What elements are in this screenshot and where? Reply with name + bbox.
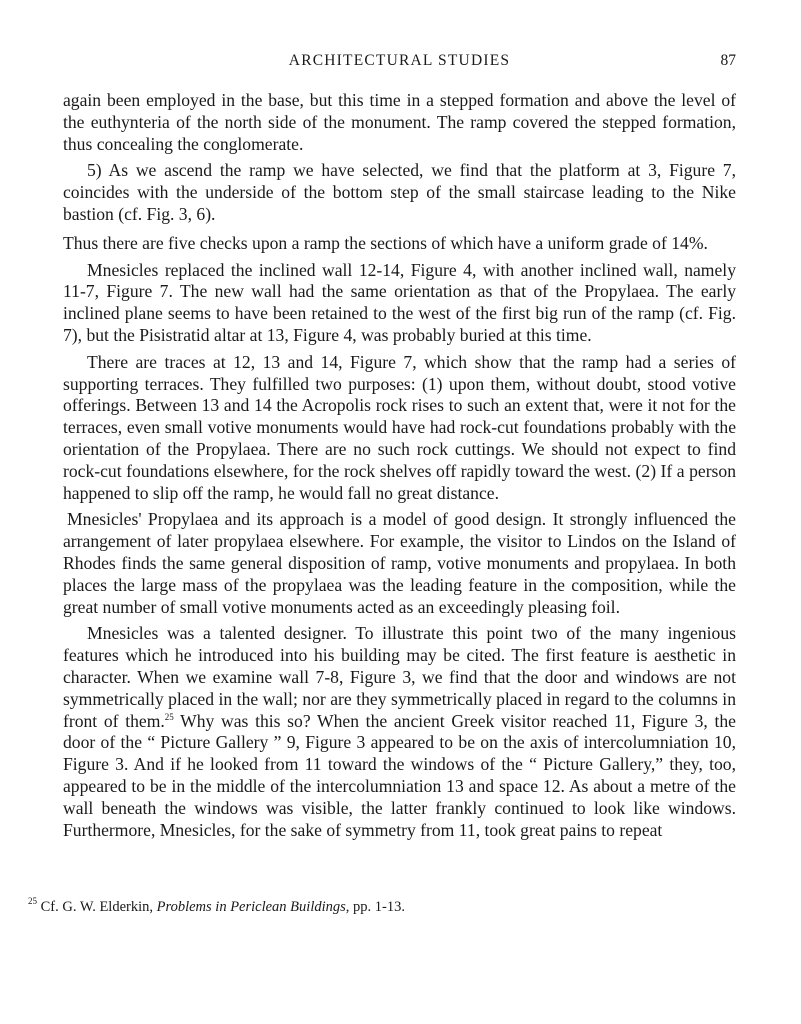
paragraph-continuation: again been employed in the base, but this time in a stepped formation and above the level of the euthynteria of the north side of the monument. The ramp covered the stepped formation, thus concealing the conglomerate. [63, 90, 736, 154]
paragraph-point-5: 5) As we ascend the ramp we have selected, we find that the platform at 3, Figure 7, coincides with the underside of the bottom step of the small staircase leading to the Nike bastion (cf. Fig. 3, 6). [63, 160, 736, 224]
page [63, 52, 736, 841]
footnote-suffix: , pp. 1-13. [345, 899, 405, 915]
body-text [63, 90, 736, 841]
footnote [28, 896, 405, 916]
paragraph-five-checks: Thus there are five checks upon a ramp the sections of which have a uniform grade of 14%. [63, 232, 708, 253]
footnote-prefix: Cf. G. W. Elderkin, [37, 899, 157, 915]
paragraph-text-after-note: Why was this so? When the ancient Greek visitor reached 11, Figure 3, the door of the “ Picture Gallery ” 9, Figure 3 appeared to be on the axis of intercolumniation 10, Figure 3. And if he looked from 11 toward the windows of the “ Picture Gallery,” they, too, appeared to be in the middle of the intercolumniation 13 and space 12. As about a metre of the wall beneath the windows was visible, the latter frankly continued to look like windows. Furthermore, Mnesicles, for the sake of symmetry from 11, took great pains to repeat [63, 710, 736, 840]
paragraph-talented-designer [63, 623, 736, 841]
footnote-title: Problems in Periclean Buildings [156, 899, 346, 915]
paragraph-good-design: Mnesicles' Propylaea and its approach is a model of good design. It strongly influenced the arrangement of later propylaea elsewhere. For example, the visitor to Lindos on the Island of Rhodes finds the same general disposition of ramp, votive monuments and propylaea. In both places the large mass of the propylaea was the leading feature in the composition, while the great number of small votive monuments acted as an exceedingly pleasing foil. [63, 509, 736, 617]
page-header [63, 52, 736, 74]
running-head: ARCHITECTURAL STUDIES [288, 52, 511, 69]
paragraph-terraces: There are traces at 12, 13 and 14, Figure 7, which show that the ramp had a series of supporting terraces. They fulfilled two purposes: (1) upon them, without doubt, stood votive offerings. Between 13 and 14 the Acropolis rock rises to such an extent that, were it not for the terraces, even small votive monuments would have had rock-cut foundations probably with the orientation of the Propylaea. There are no such rock cuttings. We should not expect to find rock-cut foundations elsewhere, for the rock shelves off rapidly toward the west. (2) If a person happened to slip off the ramp, he would fall no great distance. [63, 351, 736, 503]
footnote-number: 25 [28, 896, 37, 906]
page-number: 87 [720, 52, 736, 69]
paragraph-inclined-wall: Mnesicles replaced the inclined wall 12-14, Figure 4, with another inclined wall, namely 11-7, Figure 7. The new wall had the same orientation as that of the Propylaea. The early inclined plane seems to have been retained to the west of the first big run of the ramp (cf. Fig. 7), but the Pisistratid altar at 13, Figure 4, was probably buried at this time. [63, 259, 736, 345]
paragraph-text-before-note: Mnesicles was a talented designer. To illustrate this point two of the many ingenious features which he introduced into his building may be cited. The first feature is aesthetic in character. When we examine wall 7-8, Figure 3, we find that the door and windows are not symmetrically placed in the wall; nor are they symmetrically placed in regard to the columns in front of them. [63, 623, 736, 731]
footnote-reference: 25 [164, 711, 174, 722]
